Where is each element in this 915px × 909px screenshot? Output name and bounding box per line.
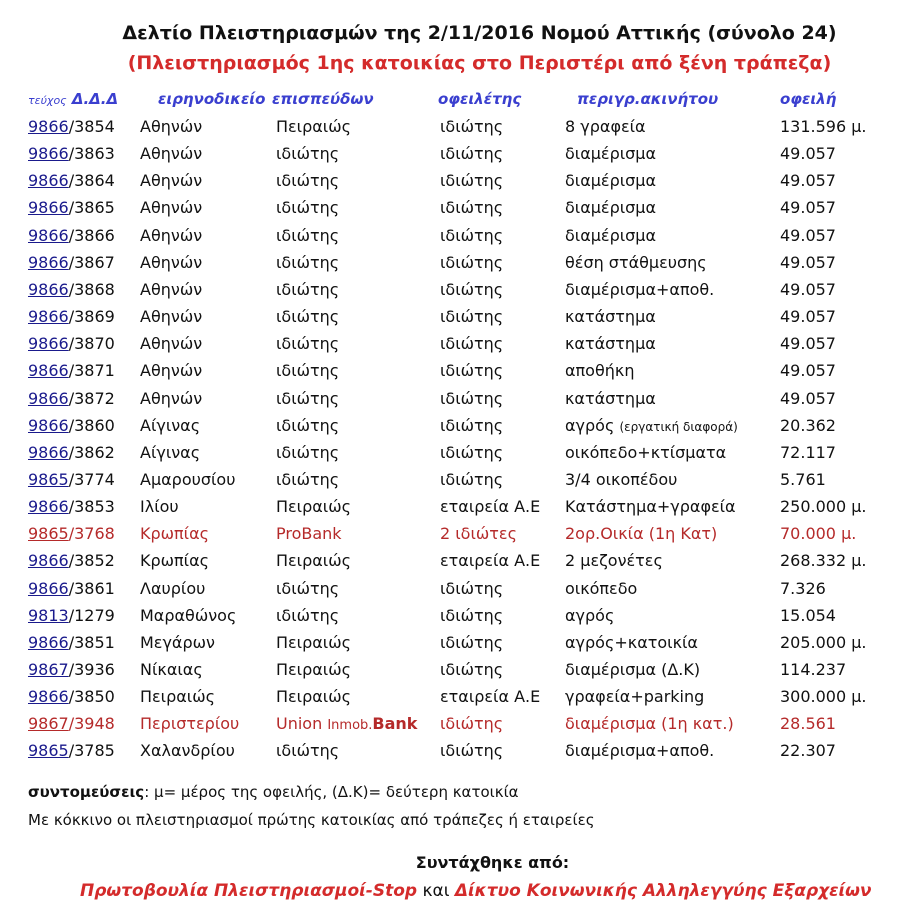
property-text: διαμέρισμα [565, 144, 657, 164]
issue-number: /3854 [68, 117, 115, 136]
debtor-cell: ιδιώτης [440, 605, 504, 625]
creditor-name: ιδιώτης [276, 144, 340, 164]
property-cell [565, 361, 634, 380]
issue-link[interactable]: 9866 [28, 578, 69, 598]
table-row [0, 524, 915, 551]
issue-cell [28, 280, 115, 299]
court-cell: Κρωπίας [140, 551, 210, 571]
creditor-name: ProBank [276, 524, 342, 544]
debtor-cell: ιδιώτης [440, 279, 504, 299]
property-cell [565, 660, 700, 679]
property-cell [565, 334, 656, 353]
table-row [0, 280, 915, 307]
property-cell [565, 416, 738, 435]
issue-cell [28, 307, 115, 326]
creditor-name: Πειραιώς [276, 551, 351, 571]
debt-cell: 49.057 [780, 279, 836, 299]
debtor-cell: ιδιώτης [440, 307, 504, 327]
court-cell: Αθηνών [140, 252, 203, 272]
property-cell [565, 687, 704, 706]
issue-number: /3868 [68, 279, 115, 299]
debtor-cell: ιδιώτης [440, 171, 504, 191]
property-text: θέση στάθμευσης [565, 252, 707, 272]
creditor-cell [276, 741, 339, 760]
issue-cell [28, 361, 115, 380]
creditor-cell [276, 389, 339, 408]
issue-cell [28, 443, 115, 462]
court-cell: Κρωπίας [140, 524, 210, 544]
debt-cell: 300.000 μ. [780, 687, 867, 707]
court-cell: Πειραιώς [140, 687, 215, 707]
debtor-cell: εταιρεία Α.Ε [440, 497, 541, 517]
court-cell: Περιστερίου [140, 714, 240, 734]
debtor-cell: ιδιώτης [440, 632, 504, 652]
issue-link[interactable]: 9867 [28, 714, 69, 734]
court-cell: Λαυρίου [140, 578, 206, 598]
property-text: γραφεία+parking [565, 687, 705, 707]
creditor-cell [276, 633, 351, 652]
table-row [0, 226, 915, 253]
issue-number: /3861 [68, 578, 115, 598]
creditor-name: ιδιώτης [276, 578, 340, 598]
issue-link[interactable]: 9866 [28, 117, 69, 136]
issue-number: /3864 [68, 171, 115, 191]
issue-number: /3863 [68, 144, 115, 164]
issue-number: /3948 [68, 714, 115, 734]
court-cell: Αθηνών [140, 279, 203, 299]
court-cell: Αθηνών [140, 388, 203, 408]
debt-cell: 72.117 [780, 442, 836, 462]
signature-org2: Δίκτυο Κοινωνικής Αλληλεγγύης Εξαρχείων [454, 881, 872, 901]
court-cell: Αμαρουσίου [140, 469, 236, 489]
creditor-name: Πειραιώς [276, 632, 351, 652]
property-text: διαμέρισμα [565, 225, 657, 245]
property-text: αγρός [565, 605, 615, 625]
issue-cell [28, 687, 115, 706]
table-row [0, 361, 915, 388]
table-row [0, 579, 915, 606]
issue-link[interactable]: 9866 [28, 361, 69, 381]
issue-number: /3768 [68, 524, 115, 544]
debt-cell: 22.307 [780, 741, 836, 761]
debt-cell: 250.000 μ. [780, 497, 867, 517]
header-issue [28, 90, 118, 108]
court-cell: Αθηνών [140, 117, 203, 136]
header-creditor: επισπεύδων [272, 90, 374, 108]
property-cell [565, 171, 656, 190]
property-text: 2 μεζονέτες [565, 551, 663, 571]
issue-cell [28, 389, 115, 408]
issue-cell [28, 633, 115, 652]
property-cell [565, 226, 656, 245]
creditor-name: ιδιώτης [276, 442, 340, 462]
property-cell [565, 633, 698, 652]
debt-cell: 49.057 [780, 171, 836, 191]
property-cell [565, 551, 663, 570]
table-row [0, 714, 915, 741]
debt-cell: 20.362 [780, 415, 836, 435]
issue-link[interactable]: 9866 [28, 307, 69, 327]
issue-link[interactable]: 9866 [28, 388, 69, 408]
issue-cell [28, 551, 115, 570]
court-cell: Αθηνών [140, 144, 203, 164]
red-rows-note: Με κόκκινο οι πλειστηριασμοί πρώτης κατοικίας από τράπεζες ή εταιρείες [28, 811, 595, 829]
creditor-cell [276, 117, 351, 136]
issue-link[interactable]: 9866 [28, 225, 69, 245]
debt-cell: 49.057 [780, 307, 836, 327]
debtor-cell: ιδιώτης [440, 225, 504, 245]
creditor-name: ιδιώτης [276, 605, 340, 625]
issue-link[interactable]: 9866 [28, 415, 69, 435]
issue-link[interactable]: 9865 [28, 524, 69, 544]
table-row [0, 497, 915, 524]
property-text: οικόπεδο+κτίσματα [565, 442, 727, 462]
creditor-name: Πειραιώς [276, 660, 351, 679]
debt-cell: 5.761 [780, 469, 826, 489]
issue-number: /3872 [68, 388, 115, 408]
creditor-cell [276, 416, 339, 435]
table-row [0, 551, 915, 578]
property-text: διαμέρισμα (1η κατ.) [565, 714, 734, 734]
property-cell [565, 524, 717, 543]
issue-number: /3785 [68, 741, 115, 761]
creditor-cell [276, 524, 342, 543]
issue-link[interactable]: 9866 [28, 144, 69, 164]
court-cell: Αθηνών [140, 171, 203, 191]
property-cell [565, 280, 714, 299]
creditor-cell [276, 334, 339, 353]
issue-link[interactable]: 9866 [28, 171, 69, 191]
creditor-name: ιδιώτης [276, 741, 340, 761]
issue-number: /3853 [68, 497, 115, 517]
issue-link[interactable]: 9866 [28, 442, 69, 462]
property-text: αγρός+κατοικία [565, 632, 698, 652]
property-text: διαμέρισμα+αποθ. [565, 279, 715, 299]
table-row [0, 334, 915, 361]
debt-cell: 49.057 [780, 334, 836, 354]
debt-cell: 268.332 μ. [780, 551, 867, 571]
property-cell [565, 307, 656, 326]
table-row [0, 443, 915, 470]
signature-conj: και [422, 881, 450, 901]
abbreviations-label: συντομεύσεις [28, 783, 145, 801]
property-cell [565, 497, 736, 516]
issue-cell [28, 524, 115, 543]
creditor-name: ιδιώτης [276, 252, 340, 272]
issue-number: /3774 [68, 469, 115, 489]
court-cell: Αθηνών [140, 198, 203, 218]
issue-number: /3871 [68, 361, 115, 381]
property-cell [565, 117, 646, 136]
issue-cell [28, 497, 115, 516]
creditor-cell [276, 470, 339, 489]
debt-cell: 15.054 [780, 605, 836, 625]
issue-link[interactable]: 9866 [28, 198, 69, 218]
creditor-name-bold: Bank [372, 714, 418, 734]
creditor-cell [276, 280, 339, 299]
property-cell [565, 714, 734, 733]
table-row [0, 253, 915, 280]
debt-cell: 49.057 [780, 144, 836, 164]
abbreviations-note [28, 783, 519, 801]
creditor-cell [276, 660, 351, 679]
issue-cell [28, 171, 115, 190]
debtor-cell: ιδιώτης [440, 578, 504, 598]
creditor-cell [276, 226, 339, 245]
issue-number: /3850 [68, 687, 115, 707]
creditor-name: ιδιώτης [276, 225, 340, 245]
table-row [0, 144, 915, 171]
debtor-cell: ιδιώτης [440, 741, 504, 761]
issue-link[interactable]: 9813 [28, 605, 69, 625]
property-text: διαμέρισμα [565, 198, 657, 218]
signature-line [80, 881, 872, 901]
issue-cell [28, 470, 115, 489]
debt-cell: 49.057 [780, 198, 836, 218]
issue-number: /3870 [68, 334, 115, 354]
debtor-cell: ιδιώτης [440, 442, 504, 462]
property-cell [565, 470, 677, 489]
debtor-cell: ιδιώτης [440, 660, 504, 679]
creditor-name: ιδιώτης [276, 307, 340, 327]
table-row [0, 633, 915, 660]
court-cell: Ιλίου [140, 497, 179, 517]
issue-number: /3867 [68, 252, 115, 272]
header-property: περιγρ.ακινήτου [577, 90, 719, 108]
court-cell: Αίγινας [140, 442, 201, 462]
property-cell [565, 198, 656, 217]
table-row [0, 307, 915, 334]
issue-number: /3852 [68, 551, 115, 571]
creditor-cell [276, 714, 417, 733]
table-row [0, 470, 915, 497]
debtor-cell: ιδιώτης [440, 388, 504, 408]
creditor-cell [276, 606, 339, 625]
property-cell [565, 144, 656, 163]
creditor-name: ιδιώτης [276, 469, 340, 489]
issue-cell [28, 253, 115, 272]
property-text: κατάστημα [565, 307, 656, 327]
signature-org1: Πρωτοβουλία Πλειστηριασμοί-Stop [80, 881, 418, 901]
creditor-cell [276, 198, 339, 217]
debt-cell: 28.561 [780, 714, 836, 734]
creditor-name: ιδιώτης [276, 388, 340, 408]
issue-cell [28, 334, 115, 353]
issue-cell [28, 144, 115, 163]
debtor-cell: ιδιώτης [440, 415, 504, 435]
header-issue-small: τεύχος [28, 94, 67, 107]
court-cell: Αθηνών [140, 361, 203, 381]
issue-cell [28, 226, 115, 245]
property-text: κατάστημα [565, 388, 656, 408]
table-row [0, 416, 915, 443]
issue-link[interactable]: 9867 [28, 660, 69, 679]
issue-number: /3936 [68, 660, 115, 679]
property-text: διαμέρισμα [565, 171, 657, 191]
property-text: Κατάστημα+γραφεία [565, 497, 736, 517]
creditor-cell [276, 253, 339, 272]
debtor-cell: ιδιώτης [440, 198, 504, 218]
creditor-name: ιδιώτης [276, 279, 340, 299]
property-text: 3/4 οικοπέδου [565, 469, 678, 489]
issue-link[interactable]: 9866 [28, 252, 69, 272]
creditor-name: ιδιώτης [276, 171, 340, 191]
property-text: αγρός [565, 415, 615, 435]
header-debtor: οφειλέτης [438, 90, 522, 108]
header-issue-label: Δ.Δ.Δ [71, 90, 119, 108]
property-text: αποθήκη [565, 361, 635, 381]
issue-cell [28, 714, 115, 733]
debt-cell: 114.237 [780, 660, 847, 679]
creditor-cell [276, 551, 351, 570]
table-row [0, 606, 915, 633]
court-cell: Αθηνών [140, 334, 203, 354]
table-row [0, 660, 915, 687]
issue-cell [28, 416, 115, 435]
issue-number: /3862 [68, 442, 115, 462]
page-title: Δελτίο Πλειστηριασμών της 2/11/2016 Νομού Αττικής (σύνολο 24) [122, 22, 837, 44]
property-cell [565, 606, 614, 625]
creditor-cell [276, 497, 351, 516]
creditor-name: ιδιώτης [276, 334, 340, 354]
property-text: διαμέρισμα+αποθ. [565, 741, 715, 761]
table-row [0, 198, 915, 225]
property-cell [565, 389, 656, 408]
debtor-cell: ιδιώτης [440, 334, 504, 354]
property-note: (εργατική διαφορά) [619, 419, 738, 434]
debt-cell: 49.057 [780, 252, 836, 272]
creditor-name: ιδιώτης [276, 198, 340, 218]
creditor-cell [276, 144, 339, 163]
issue-link[interactable]: 9865 [28, 741, 69, 761]
debtor-cell: ιδιώτης [440, 252, 504, 272]
page-subtitle: (Πλειστηριασμός 1ης κατοικίας στο Περιστέρι από ξένη τράπεζα) [127, 52, 832, 74]
debt-cell: 49.057 [780, 225, 836, 245]
compiled-by-label: Συντάχθηκε από: [415, 853, 570, 872]
debt-cell: 49.057 [780, 361, 836, 381]
table-row [0, 171, 915, 198]
header-debt: οφειλή [780, 90, 837, 108]
issue-link[interactable]: 9866 [28, 687, 69, 707]
debt-cell: 70.000 μ. [780, 524, 857, 544]
court-cell: Αθηνών [140, 307, 203, 327]
court-cell: Χαλανδρίου [140, 741, 235, 761]
debt-cell: 7.326 [780, 578, 826, 598]
issue-number: /3851 [68, 632, 115, 652]
debtor-cell: ιδιώτης [440, 469, 504, 489]
issue-cell [28, 741, 115, 760]
debtor-cell: ιδιώτης [440, 361, 504, 381]
issue-cell [28, 198, 115, 217]
debtor-cell: εταιρεία Α.Ε [440, 551, 541, 571]
table-row [0, 741, 915, 768]
property-text: οικόπεδο [565, 578, 638, 598]
creditor-name: Πειραιώς [276, 497, 351, 517]
creditor-cell [276, 361, 339, 380]
creditor-name: Πειραιώς [276, 117, 351, 136]
creditor-cell [276, 171, 339, 190]
issue-number: /3865 [68, 198, 115, 218]
property-cell [565, 579, 637, 598]
issue-number: /3860 [68, 415, 115, 435]
issue-link[interactable]: 9866 [28, 632, 69, 652]
issue-number: /3866 [68, 225, 115, 245]
debtor-cell: ιδιώτης [440, 117, 504, 136]
issue-link[interactable]: 9866 [28, 551, 69, 571]
debt-cell: 49.057 [780, 388, 836, 408]
debt-cell: 131.596 μ. [780, 117, 867, 136]
property-text: κατάστημα [565, 334, 656, 354]
issue-link[interactable]: 9866 [28, 334, 69, 354]
issue-link[interactable]: 9866 [28, 497, 69, 517]
property-text: διαμέρισμα (Δ.Κ) [565, 660, 701, 679]
creditor-cell [276, 443, 339, 462]
court-cell: Μαραθώνος [140, 605, 237, 625]
debtor-cell: εταιρεία Α.Ε [440, 687, 541, 707]
issue-cell [28, 606, 115, 625]
court-cell: Αθηνών [140, 225, 203, 245]
issue-number: /3869 [68, 307, 115, 327]
property-cell [565, 253, 707, 272]
court-cell: Νίκαιας [140, 660, 203, 679]
creditor-name: ιδιώτης [276, 361, 340, 381]
table-row [0, 117, 915, 144]
property-cell [565, 443, 726, 462]
table-row [0, 687, 915, 714]
property-text: 8 γραφεία [565, 117, 646, 136]
issue-number: /1279 [68, 605, 115, 625]
issue-link[interactable]: 9866 [28, 279, 69, 299]
creditor-name: Πειραιώς [276, 687, 351, 707]
debtor-cell: ιδιώτης [440, 144, 504, 164]
issue-cell [28, 579, 115, 598]
header-court: ειρηνοδικείο [158, 90, 266, 108]
court-cell: Μεγάρων [140, 632, 215, 652]
creditor-name-small: Inmob. [327, 718, 373, 734]
property-text: 2ορ.Οικία (1η Κατ) [565, 524, 718, 544]
court-cell: Αίγινας [140, 415, 201, 435]
issue-cell [28, 660, 115, 679]
creditor-name: ιδιώτης [276, 415, 340, 435]
property-cell [565, 741, 714, 760]
debt-cell: 205.000 μ. [780, 632, 867, 652]
issue-link[interactable]: 9865 [28, 469, 69, 489]
creditor-cell [276, 307, 339, 326]
debtor-cell: ιδιώτης [440, 714, 504, 734]
table-row [0, 389, 915, 416]
creditor-name: Union [276, 714, 323, 734]
debtor-cell: 2 ιδιώτες [440, 524, 517, 544]
issue-cell [28, 117, 115, 136]
creditor-cell [276, 579, 339, 598]
abbreviations-text: : μ= μέρος της οφειλής, (Δ.Κ)= δεύτερη κατοικία [144, 783, 519, 801]
creditor-cell [276, 687, 351, 706]
